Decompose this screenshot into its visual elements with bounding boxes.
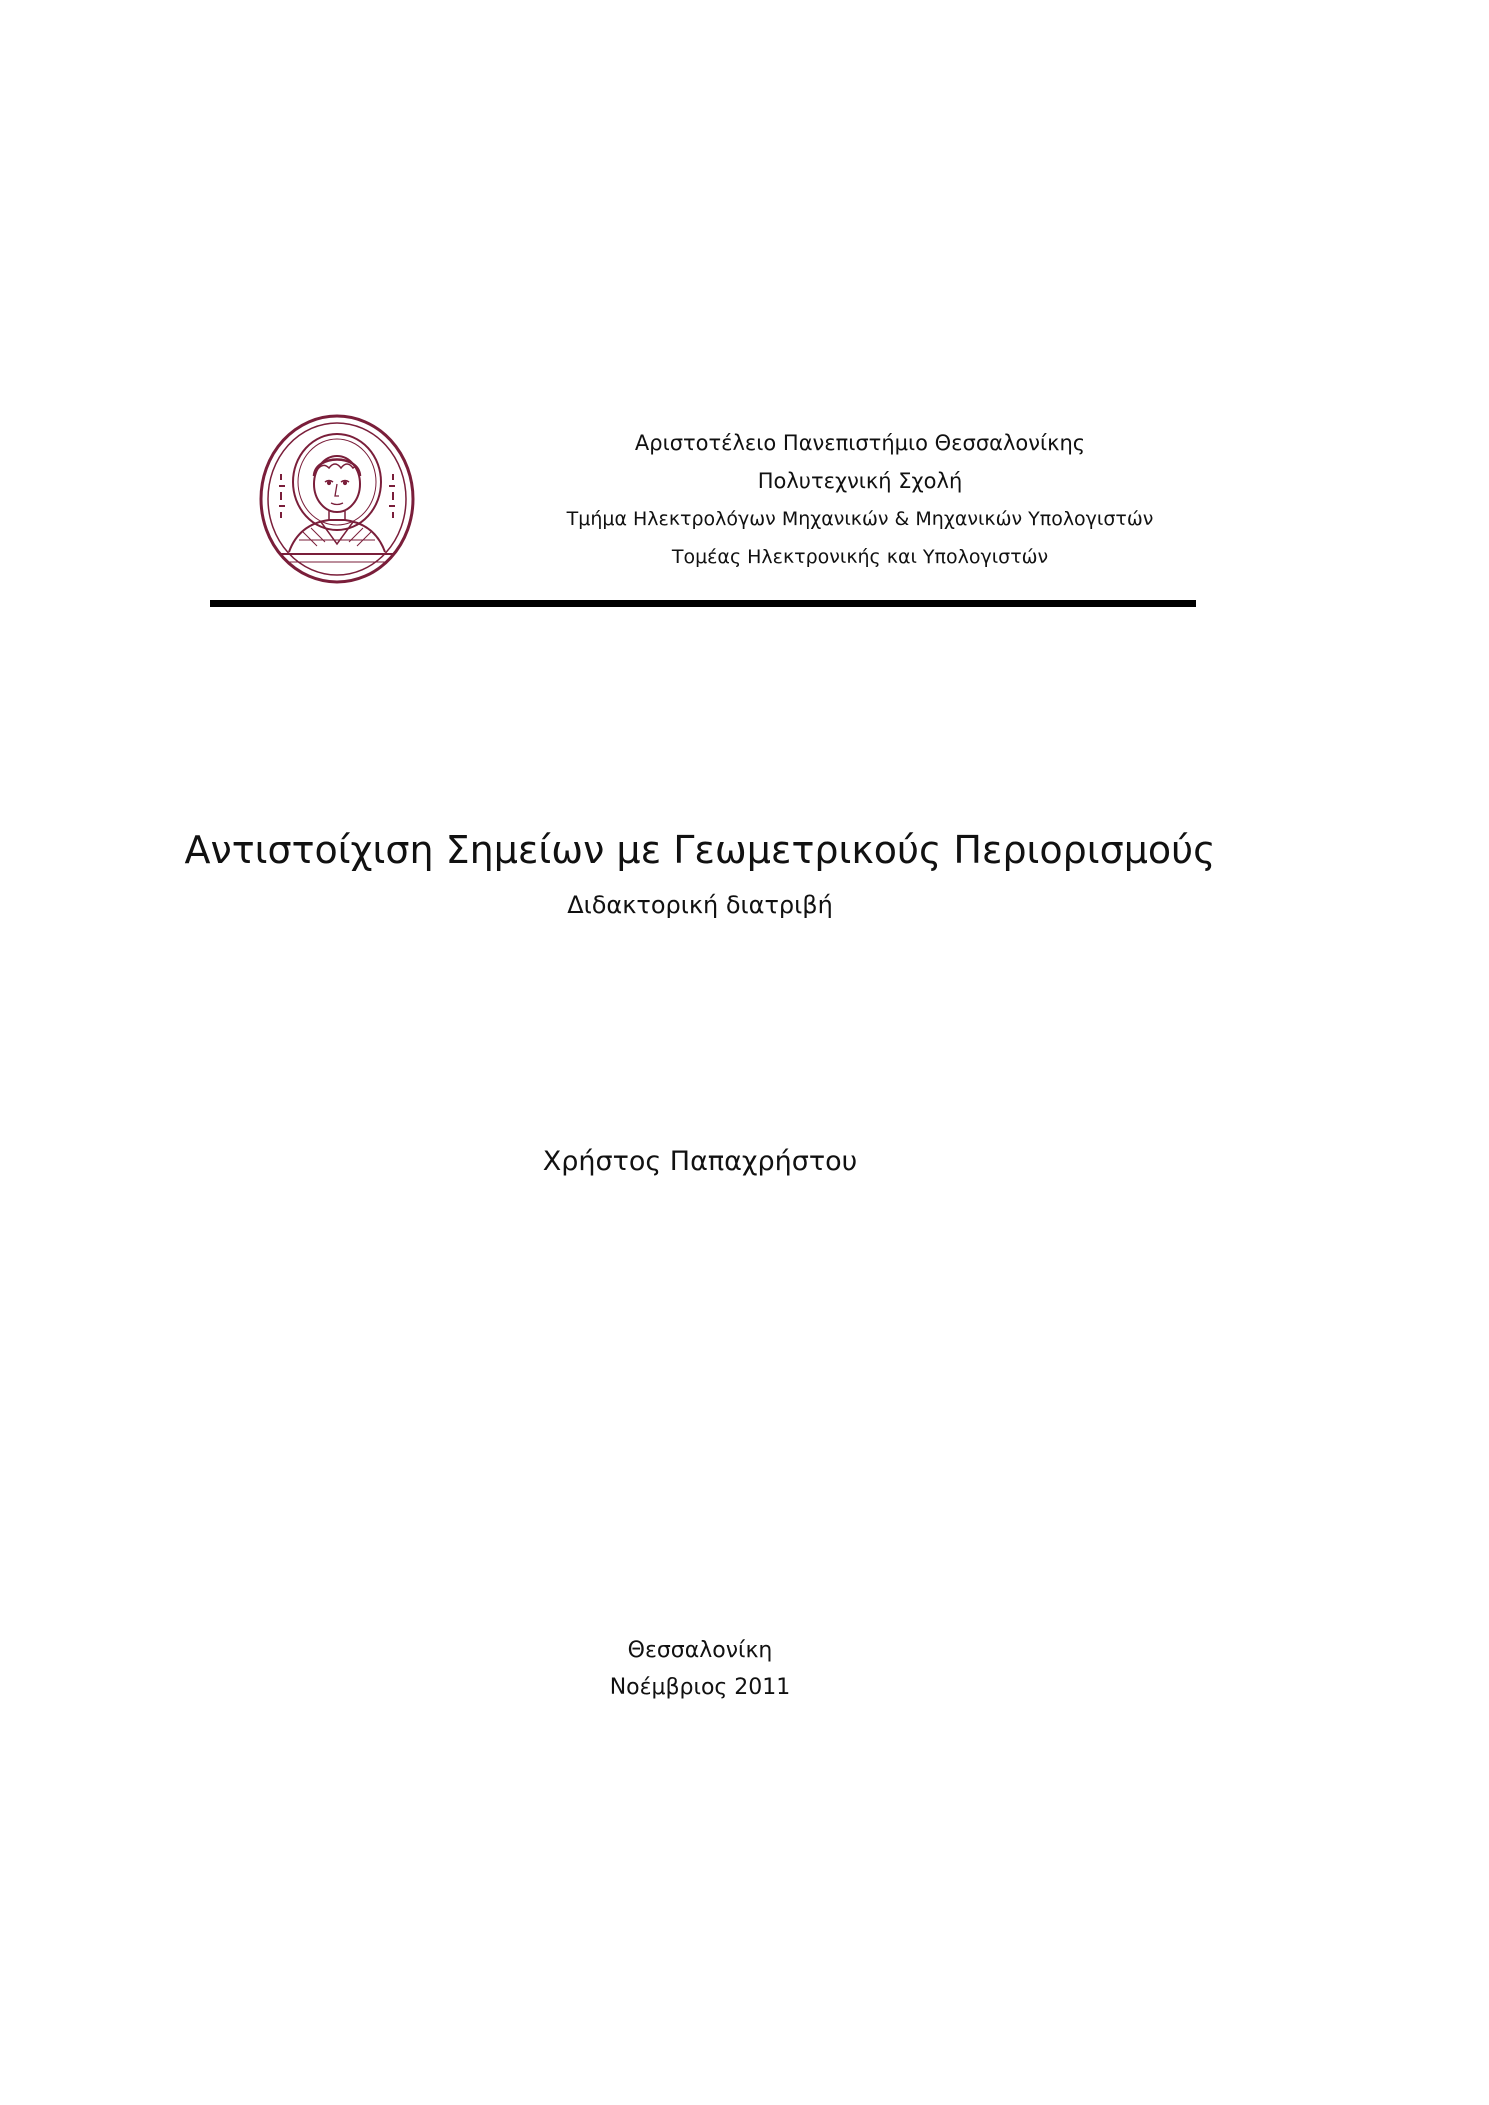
institution-block: [520, 424, 1200, 576]
author-name: Χρήστος Παπαχρήστου: [542, 1146, 858, 1177]
university-name: Αριστοτέλειο Πανεπιστήμιο Θεσσαλονίκης: [634, 431, 1086, 455]
place: Θεσσαλονίκη: [627, 1638, 773, 1663]
thesis-type: Διδακτορική διατριβή: [567, 891, 833, 919]
school-name: Πολυτεχνική Σχολή: [757, 469, 963, 493]
sector-name: Τομέας Ηλεκτρονικής και Υπολογιστών: [671, 546, 1049, 568]
thesis-title: Αντιστοίχιση Σημείων με Γεωμετρικούς Περιορισμούς: [184, 828, 1216, 872]
university-seal-icon: [259, 414, 415, 584]
header-divider: [210, 600, 1196, 607]
date: Νοέμβριος 2011: [609, 1675, 791, 1700]
department-name: Τμήμα Ηλεκτρολόγων Μηχανικών & Μηχανικών Υπολογιστών: [566, 508, 1154, 530]
